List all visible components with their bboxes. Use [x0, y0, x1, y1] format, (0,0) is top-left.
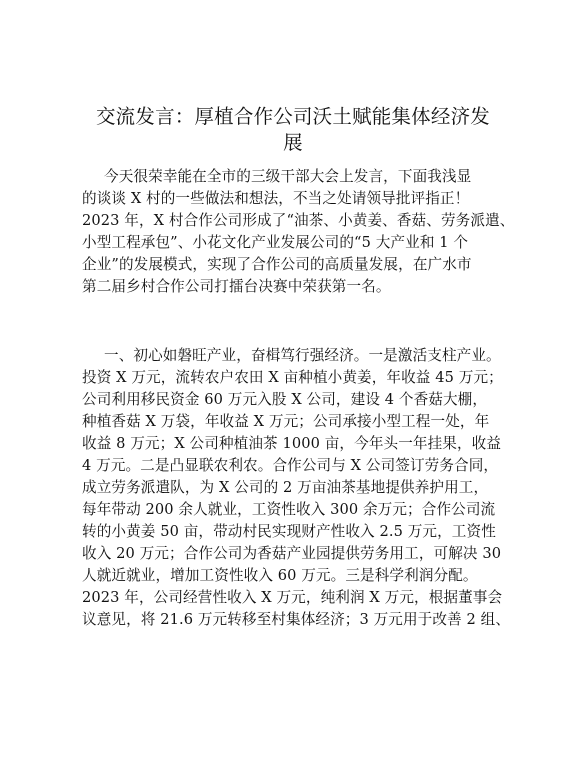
text-line: 一、初心如磐旺产业，奋楫笃行强经济。一是激活支柱产业。 — [104, 347, 501, 364]
text-line: 今天很荣幸能在全市的三级干部大会上发言，下面我浅显 — [104, 168, 472, 185]
text-line: 投资 X 万元，流转农户农田 X 亩种植小黄姜，年收益 45 万元； — [82, 369, 503, 386]
title-line-1: 交流发言：厚植合作公司沃土赋能集体经济发 — [95, 105, 490, 128]
text-line: 转的小黄姜 50 亩，带动村民实现财产性收入 2.5 万元，工资性 — [82, 523, 496, 540]
text-line: 小型工程承包”、小花文化产业发展公司的“5 大产业和 1 个 — [82, 234, 469, 251]
text-line: 每年带动 200 余人就业，工资性收入 300 余万元；合作公司流 — [82, 501, 496, 518]
text-line: 议意见，将 21.6 万元转移至村集体经济；3 万元用于改善 2 组、 — [82, 611, 511, 628]
title-line-2: 展 — [283, 131, 303, 154]
document-title — [78, 104, 508, 156]
text-line: 第二届乡村合作公司打擂台决赛中荣获第一名。 — [82, 278, 391, 295]
text-line: 企业”的发展模式，实现了合作公司的高质量发展，在广水市 — [82, 256, 472, 273]
text-line: 4 万元。二是凸显联农利农。合作公司与 X 公司签订劳务合同， — [82, 457, 499, 474]
text-line: 收益 8 万元；X 公司种植油茶 1000 亩，今年头一年挂果，收益 — [82, 435, 502, 452]
text-line: 成立劳务派遣队，为 X 公司的 2 万亩油茶基地提供养护用工， — [82, 479, 489, 496]
text-line: 的谈谈 X 村的一些做法和想法，不当之处请领导批评指正！ — [82, 190, 470, 207]
text-line: 公司利用移民资金 60 万元入股 X 公司，建设 4 个香菇大棚， — [82, 391, 488, 408]
text-line: 人就近就业，增加工资性收入 60 万元。三是科学利润分配。 — [82, 567, 478, 584]
text-line: 2023 年，X 村合作公司形成了“油茶、小黄姜、香菇、劳务派遣、 — [82, 212, 515, 229]
text-line: 2023 年，公司经营性收入 X 万元，纯利润 X 万元，根据董事会 — [82, 589, 503, 606]
text-line: 种植香菇 X 万袋，年收益 X 万元；公司承接小型工程一处，年 — [82, 413, 490, 430]
text-line: 收入 20 万元；合作公司为香菇产业园提供劳务用工，可解决 30 — [82, 545, 502, 562]
